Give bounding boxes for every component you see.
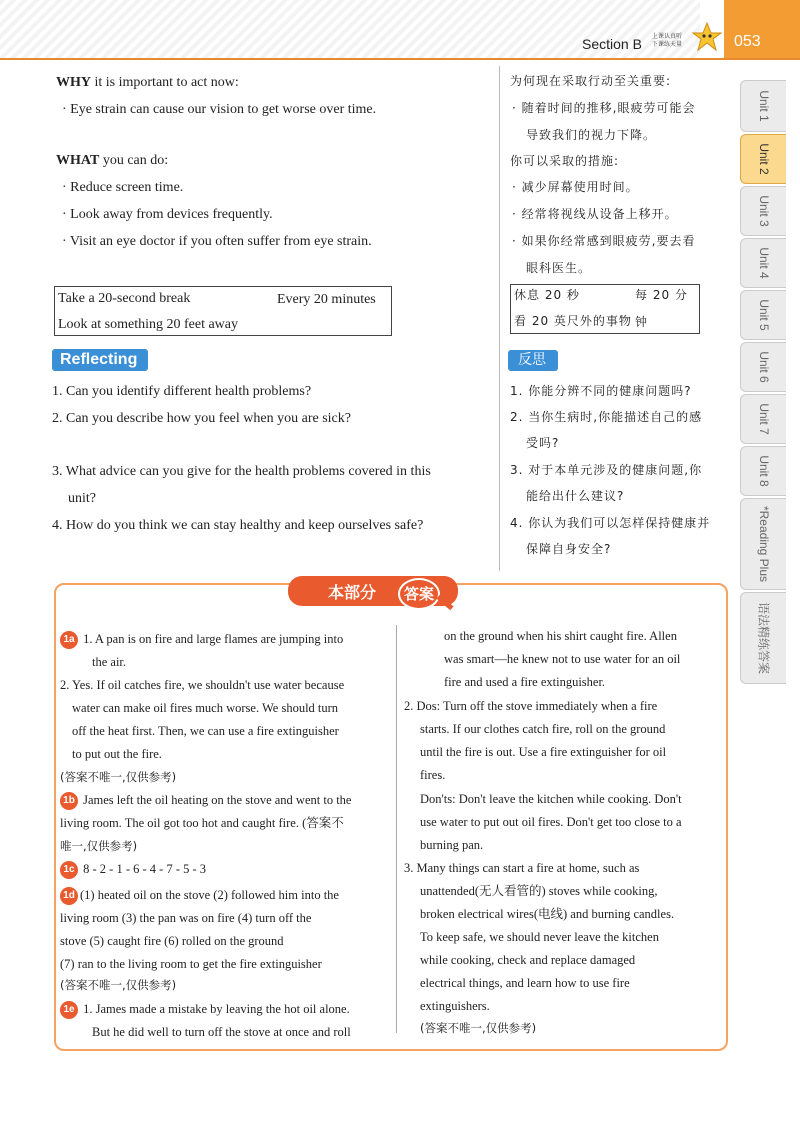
answer-line: electrical things, and learn how to use fire <box>420 976 630 990</box>
tab-unit-6[interactable] <box>740 342 786 392</box>
answer-line: broken electrical wires(电线) and burning candles. <box>420 907 675 921</box>
magnifier-icon: 答案 <box>398 578 440 610</box>
answer-line: was smart—he knew not to use water for an oil <box>444 652 681 666</box>
answer-line: while cooking, check and replace damaged <box>420 953 636 967</box>
answer-line: off the heat first. Then, we can use a fire extinguisher <box>72 724 339 738</box>
why-item: · Eye strain can cause our vision to get worse over time. <box>62 102 377 117</box>
page-number-tab <box>724 0 800 58</box>
question-1: 1. Can you identify different health problems? <box>52 384 312 399</box>
question-cn-3: 3. 对于本单元涉及的健康问题,你 <box>510 463 703 477</box>
tab-unit-5[interactable] <box>740 290 786 340</box>
what-item: · Visit an eye doctor if you often suffer from eye strain. <box>62 234 372 249</box>
header-divider <box>0 58 800 60</box>
answer-line: 2. Dos: Turn off the stove immediately when a fire <box>404 699 658 713</box>
what-item-cn: · 如果你经常感到眼疲劳,要去看 <box>512 234 696 248</box>
answer-text: 8 - 2 - 1 - 6 - 4 - 7 - 5 - 3 <box>83 862 207 876</box>
what-item-cn-cont: 眼科医生。 <box>526 261 592 275</box>
tab-label: Unit 1 <box>756 90 771 122</box>
answer-line: Don'ts: Don't leave the kitchen while cooking. Don't <box>420 792 682 806</box>
tab-label: Unit 3 <box>756 195 771 227</box>
reflect-badge-cn: 反思 <box>508 350 558 371</box>
tab-grammar-answers[interactable] <box>740 592 786 684</box>
what-item-cn: · 减少屏幕使用时间。 <box>512 180 639 194</box>
section-label: Section B <box>582 36 642 52</box>
tip-interval: Every 20 minutes <box>277 292 376 307</box>
tab-label: Unit 5 <box>756 299 771 331</box>
header-slogan <box>652 33 682 49</box>
why-heading-line <box>56 69 239 96</box>
question-cn-3-cont: 能给出什么建议? <box>526 489 625 503</box>
tag-1a: 1a <box>60 631 78 649</box>
what-heading-cn: 你可以采取的措施: <box>510 154 620 168</box>
answer-text: 1. A pan is on fire and large flames are jumping into <box>83 632 344 646</box>
answer-line: 3. Many things can start a fire at home, such as <box>404 861 640 875</box>
tip-box <box>54 286 392 336</box>
answer-line: on the ground when his shirt caught fire. Allen <box>444 629 677 643</box>
answer-1c-line <box>60 858 206 881</box>
question-cn-2: 2. 当你生病时,你能描述自己的感 <box>510 410 703 424</box>
tab-label: *Reading Plus <box>756 505 771 583</box>
answer-line: extinguishers. <box>420 999 490 1013</box>
answer-line: unattended(无人看管的) stoves while cooking, <box>420 884 658 898</box>
tip-box-cn <box>510 284 700 334</box>
answer-note: (答案不唯一,仅供参考) <box>60 770 177 784</box>
answer-line: use water to put out oil fires. Don't get too close to a <box>420 815 682 829</box>
what-heading-line <box>56 147 168 174</box>
answer-note: (答案不唯一,仅供参考) <box>60 978 177 992</box>
tab-unit-4[interactable] <box>740 238 786 288</box>
tip-break: Take a 20-second break <box>58 291 191 306</box>
question-cn-2-cont: 受吗? <box>526 436 560 450</box>
what-text: you can do: <box>99 153 169 168</box>
column-divider <box>499 66 500 571</box>
answer-text: (1) heated oil on the stove (2) followed him into the <box>80 888 339 902</box>
reflecting-badge: Reflecting <box>52 349 148 371</box>
tip-interval-cn: 每 20 分钟 <box>635 288 688 329</box>
answer-line: stove (5) caught fire (6) rolled on the ground <box>60 934 284 948</box>
why-item-cn-cont: 导致我们的视力下降。 <box>526 128 657 142</box>
tip-break-cn: 休息 20 秒 <box>514 288 580 302</box>
tab-unit-8[interactable] <box>740 446 786 496</box>
what-item: · Look away from devices frequently. <box>62 207 273 222</box>
answer-line: (7) ran to the living room to get the fire extinguisher <box>60 957 322 971</box>
answer-title: 本部分 <box>328 583 377 602</box>
tab-unit-2[interactable] <box>740 134 786 184</box>
what-heading: WHAT <box>56 153 100 168</box>
question-3: 3. What advice can you give for the health problems covered in this <box>52 464 431 479</box>
answer-text: James left the oil heating on the stove and went to the <box>83 793 352 807</box>
answer-note: 唯一,仅供参考) <box>60 839 138 853</box>
star-mascot-icon <box>692 22 722 52</box>
answer-line: to put out the fire. <box>72 747 162 761</box>
tab-reading-plus[interactable] <box>740 498 786 590</box>
tab-label: Unit 6 <box>756 351 771 383</box>
answer-1a-line <box>60 628 343 651</box>
question-cn-4: 4. 你认为我们可以怎样保持健康并 <box>510 516 711 530</box>
tab-unit-3[interactable] <box>740 186 786 236</box>
question-cn-1: 1. 你能分辨不同的健康问题吗? <box>510 384 692 398</box>
tab-label: 语法精练答案 <box>756 601 770 675</box>
tab-unit-7[interactable] <box>740 394 786 444</box>
answer-line: living room. The oil got too hot and caught fire. (答案不 <box>60 816 344 830</box>
tab-label: Unit 2 <box>756 143 771 175</box>
answer-line: water can make oil fires much worse. We should turn <box>72 701 339 715</box>
answer-text: 1. James made a mistake by leaving the hot oil alone. <box>83 1002 350 1016</box>
question-4: 4. How do you think we can stay healthy and keep ourselves safe? <box>52 518 424 533</box>
tag-1e: 1e <box>60 1001 78 1019</box>
page-number: 053 <box>734 33 761 50</box>
tag-1d: 1d <box>60 887 78 905</box>
answer-1b-line <box>60 789 386 812</box>
what-item: · Reduce screen time. <box>62 180 184 195</box>
tab-label: Unit 4 <box>756 247 771 279</box>
tag-1b: 1b <box>60 792 78 810</box>
answer-line: burning pan. <box>420 838 484 852</box>
slogan-line-1: 上课认真听 <box>652 33 683 40</box>
answer-line: To keep safe, we should never leave the kitchen <box>420 930 659 944</box>
question-2: 2. Can you describe how you feel when you are sick? <box>52 411 351 426</box>
tip-look: Look at something 20 feet away <box>58 317 239 332</box>
answer-note: (答案不唯一,仅供参考) <box>420 1021 537 1035</box>
question-cn-4-cont: 保障自身安全? <box>526 542 612 556</box>
answer-line: the air. <box>92 655 127 669</box>
tab-label: Unit 8 <box>756 455 771 487</box>
why-item-cn: · 随着时间的推移,眼疲劳可能会 <box>512 101 696 115</box>
answer-line: But he did well to turn off the stove at once and roll <box>92 1025 351 1039</box>
answer-line: starts. If our clothes catch fire, roll on the ground <box>420 722 666 736</box>
question-3-cont: unit? <box>68 491 96 506</box>
answer-line: until the fire is out. Use a fire extinguisher for oil <box>420 745 667 759</box>
answer-1e-line <box>60 998 350 1021</box>
slogan-line-2: 下课练天量 <box>652 41 683 48</box>
answer-line: fires. <box>420 768 446 782</box>
answer-1d-line <box>60 884 386 907</box>
tag-1c: 1c <box>60 861 78 879</box>
answer-column-divider <box>396 625 397 1033</box>
answer-line: 2. Yes. If oil catches fire, we shouldn't use water because <box>60 678 345 692</box>
why-heading: WHY <box>56 75 91 90</box>
tip-look-cn: 看 20 英尺外的事物 <box>514 314 632 328</box>
why-heading-cn: 为何现在采取行动至关重要: <box>510 74 672 88</box>
tab-label: Unit 7 <box>756 403 771 435</box>
tab-unit-1[interactable] <box>740 80 786 132</box>
answer-line: fire and used a fire extinguisher. <box>444 675 606 689</box>
why-text: it is important to act now: <box>91 75 239 90</box>
what-item-cn: · 经常将视线从设备上移开。 <box>512 207 678 221</box>
answer-line: living room (3) the pan was on fire (4) turn off the <box>60 911 312 925</box>
